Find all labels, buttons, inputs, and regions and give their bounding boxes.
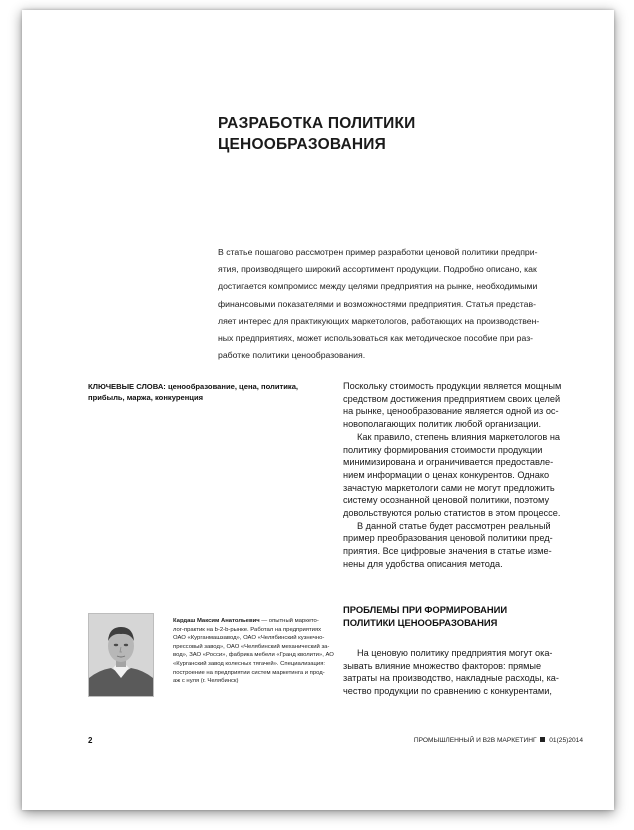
section-body-line: На ценовую политику предприятия могут ока- [357,648,553,658]
abstract-line: В статье пошагово рассмотрен пример разработки ценовой политики предпри- [218,247,538,257]
author-bio-line: ОАО «Курганмашзавод», ОАО «Челябинский кузнечно- [173,635,325,642]
issue-number: 01(25)2014 [549,737,583,744]
title-line: ЦЕНООБРАЗОВАНИЯ [218,136,386,153]
section-body-line: чество продукции по сравнению с конкурентами, [343,686,552,697]
body-line: новополагающих политик любой организации. [343,419,542,430]
author-bio-line: прессовый завод», ОАО «Челябинский механический за- [173,643,330,650]
keywords-line: КЛЮЧЕВЫЕ СЛОВА: ценообразование, цена, политика, [88,382,299,391]
author-bio-text: — опытный маркето- [259,618,319,624]
section-body-line: затраты на производство, накладные расходы, ка- [343,673,559,684]
body-line: приятия. Все цифровые значения в статье изме- [343,546,552,557]
author-portrait-icon [89,614,153,696]
body-line: средством достижения предприятием своих целей [343,393,561,404]
section-heading [343,604,593,629]
author-bio [173,617,338,686]
keywords-line: прибыль, маржа, конкуренция [88,393,204,402]
body-line: пример преобразования ценовой политики пред- [343,533,553,544]
abstract-line: ятия, производящего широкий ассортимент продукции. Подробно описано, как [218,264,537,275]
abstract-line: достигается компромисс между целями предприятия на рынке, необходимыми [218,281,538,292]
title-line: РАЗРАБОТКА ПОЛИТИКИ [218,115,416,132]
journal-name: ПРОМЫШЛЕННЫЙ И B2B МАРКЕТИНГ [413,737,537,744]
author-bio-line: лог-практик на b-2-b-рынке. Работал на предприятиях [173,626,322,633]
body-line: довольствуются ролью статистов в этом процессе. [343,508,561,519]
body-line: Как правило, степень влияния маркетологов на [357,431,561,442]
author-bio-line [173,617,338,626]
author-name: Кардаш Максим Анатольевич [173,618,260,624]
section-body [343,647,593,698]
author-photo [88,613,154,697]
section-heading-line: ПРОБЛЕМЫ ПРИ ФОРМИРОВАНИИ [343,604,508,615]
article-title [218,113,548,155]
abstract-line: ляет интерес для практикующих маркетологов, работающих на производствен- [218,315,540,326]
body-line: минимизирована и ограничивается предоставле- [343,457,554,468]
abstract-line: финансовыми показателями и возможностями предприятия. Статья представ- [218,298,536,309]
body-line: зачастую маркетологи сами не могут предложить [343,482,555,493]
article-body [343,380,593,571]
author-bio-line: построение на предприятии систем маркетинга и прод- [173,669,325,676]
page-number: 2 [88,736,93,745]
body-line: Поскольку стоимость продукции является мощным [343,381,562,391]
magazine-page [22,10,614,810]
body-line: нены для удобства описания метода. [343,558,503,569]
keywords [88,381,328,403]
section-heading-line: ПОЛИТИКИ ЦЕНООБРАЗОВАНИЯ [343,616,498,628]
running-footer [402,737,583,744]
body-line: нием информации о ценах конкурентов. Однако [343,469,550,480]
square-bullet-icon [540,737,545,742]
body-line: В данной статье будет рассмотрен реальный [357,520,551,531]
body-line: на рынке, ценообразование является одной из ос- [343,406,559,417]
abstract-line: ных предприятиях, может использоваться как методическое пособие при раз- [218,333,534,344]
author-bio-line: «Курганский завод колесных тягачей». Специализация: [173,660,326,667]
article-abstract [218,244,583,364]
author-bio-line: вод», ЗАО «Росси», фабрика мебели «Гранд кволити», АО [173,652,334,659]
author-bio-line: аж с нуля (г. Челябинск) [173,678,239,685]
body-line: политику формирования стоимости продукции [343,444,543,455]
abstract-line: работке политики ценообразования. [218,350,366,361]
body-line: систему осознанной ценовой политики, поэтому [343,495,550,506]
section-body-line: зывать влияние множество факторов: прямые [343,660,542,671]
